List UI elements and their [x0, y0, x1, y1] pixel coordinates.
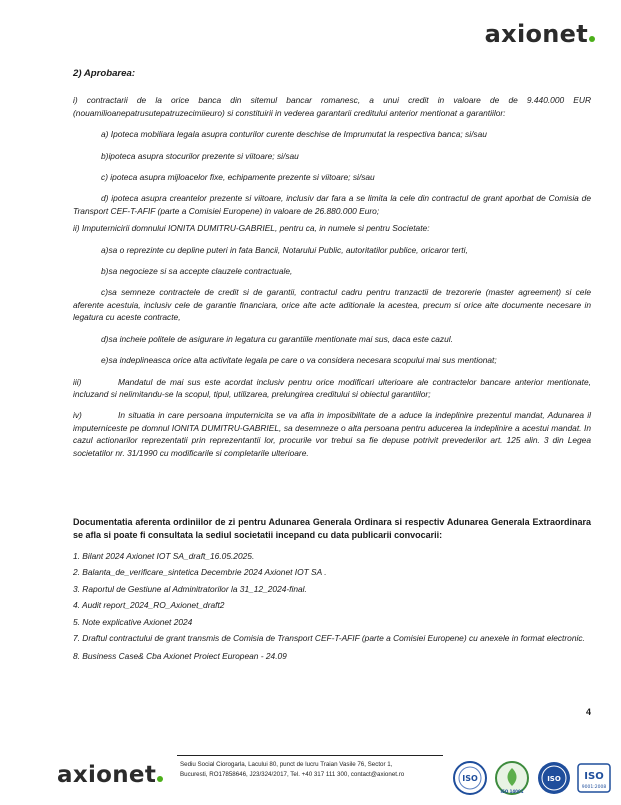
list-item: 7. Draftul contractului de grant transmis de Comisia de Transport CEF-T-AFIF (parte a Comisiei Europene) cu anexele in format electronic.: [73, 633, 585, 644]
item-i: i) contractarii de la orice banca din sitemul bancar romanesc, a unui credit in valoare de de 9.440.000 EUR (nouamilioanepatrusutepatruzecimiieuro) si constituirii in vederea garantarii creditului anterior mentionat a garantiilor:: [73, 95, 591, 118]
item-iii: [73, 376, 591, 401]
list-item: 3. Raportul de Gestiune al Adminitratorilor la 31_12_2024-final.: [73, 583, 307, 594]
sub-item-ii-b: b)sa negocieze si sa accepte clauzele contractuale,: [101, 266, 293, 277]
iso-b-label: ISO 14001: [500, 789, 524, 794]
iso-d-label: ISO: [584, 771, 604, 782]
item-ii: ii) Imputernicirii domnului IONITA DUMITRU-GABRIEL, pentru ca, in numele si pentru Societate:: [73, 223, 430, 234]
iso-d-sub-label: 9001:2008: [581, 785, 607, 790]
iso-a-label: ISO: [462, 774, 478, 783]
iso-c-label: ISO: [547, 775, 561, 783]
item-iv: [73, 409, 591, 459]
footer-logo: [57, 762, 163, 788]
list-item: 1. Bilant 2024 Axionet IOT SA_draft_16.05.2025.: [73, 551, 255, 561]
logo-dot-icon: [157, 776, 163, 782]
sub-item-ii-d: d)sa incheie politele de asigurare in legatura cu garantiile mentionate mai sus, daca este cazul.: [101, 333, 453, 344]
sub-item-i-b: b)ipoteca asupra stocurilor prezente si viitoare; si/sau: [101, 150, 299, 161]
header-logo: [485, 20, 595, 48]
list-item: 8. Business Case& Cba Axionet Proiect European - 24.09: [73, 651, 287, 662]
list-item: 4. Audit report_2024_RO_Axionet_draft2: [73, 600, 225, 611]
logo-text: axionet: [484, 20, 588, 48]
list-item: 5. Note explicative Axionet 2024: [73, 616, 193, 627]
page-number: 4: [585, 707, 591, 717]
item-iii-text: Mandatul de mai sus este acordat inclusiv pentru orice modificari ulterioare ale contractelor bancare anterior mentionate, incluzand si nelimitandu-se la scopul, tipul, utilizarea, prelungirea creditului si obiectul garantiilor;: [73, 376, 591, 399]
sub-item-ii-e: e)sa indeplineasca orice alta activitate legala pe care o va considera necesara scopului mai sus mentionat;: [101, 355, 497, 366]
sub-item-ii-a: a)sa o reprezinte cu depline puteri in fata Bancii, Notarului Public, autoritatilor publice, oricaror terti,: [101, 244, 468, 255]
section-title: 2) Aprobarea:: [73, 68, 136, 79]
footer-divider: [177, 755, 443, 756]
footer-address: Sediu Social Ciorogarla, Lacului 80, punct de lucru Traian Vasile 76, Sector 1, Bucuresti, RO17858646, J23/324/2017, Tel. +40 317 111 300, contact@axionet.ro: [180, 761, 405, 778]
item-iv-text: In situatia in care persoana imputernicita se va afla in imposibilitate de a aduce la indeplinire prezentul mandat, Adunarea il imputerniceste pe domnul IONITA DUMITRU-GABRIEL, sa desemneze o alta persoana pentru aducerea la indeplinire a acestui mandat. In cazul actionarilor reprezentatii prin reprezentantii lor, procurile vor trebui sa fie depuse potrivit prevederilor art. 125 alin. 3 din Legea societatilor nr. 31/1990 cu modificarile si completarile ulterioare.: [73, 410, 591, 458]
document-list: [73, 550, 593, 667]
sub-item-i-d: d) ipoteca asupra creantelor prezente si viitoare, inclusiv dar fara a se limita la cele din contractul de grant aporbat de Comisia de Transport CEF-T-AFIF (parte a Comisiei Europene) in valoare de 26.880.000 Euro;: [73, 193, 591, 216]
iso-award-icon: [536, 760, 572, 796]
iso-14001-icon: [494, 760, 530, 796]
iso-9001-icon: [576, 760, 612, 796]
sub-item-ii-c: c)sa semneze contractele de credit si de garantii, contractul cadru pentru tranzactii de trezorerie (master agreement) si cele aferente acestuia, inclusiv cele de garantie financiara, orice alte acte aditionale la acestea, precum si orice alte documente necesare in legatura cu aceste contracte,: [73, 287, 591, 323]
logo-dot-icon: [589, 36, 595, 42]
document-body: [73, 68, 591, 459]
list-item: 2. Balanta_de_verificare_sintetica Decembrie 2024 Axionet IOT SA .: [73, 567, 327, 578]
documentation-notice: Documentatia aferenta ordiniilor de zi pentru Adunarea Generala Ordinara si respectiv Adunarea Generala Extraordinara se afla si poate fi consultata la sediul societatii incepand cu data publicarii convocarii:: [73, 517, 591, 540]
sub-item-i-a: a) Ipoteca mobiliara legala asupra conturilor curente deschise de Imprumutat la respectiva banca; si/sau: [101, 129, 487, 140]
iso-certification-icon: [452, 760, 488, 796]
sub-item-i-c: c) ipoteca asupra mijloacelor fixe, echipamente prezente si viitoare; si/sau: [101, 172, 375, 183]
item-iv-number: iv): [73, 410, 82, 421]
logo-text: axionet: [57, 762, 157, 788]
item-iii-number: iii): [73, 376, 82, 387]
certification-badges: [452, 758, 616, 800]
